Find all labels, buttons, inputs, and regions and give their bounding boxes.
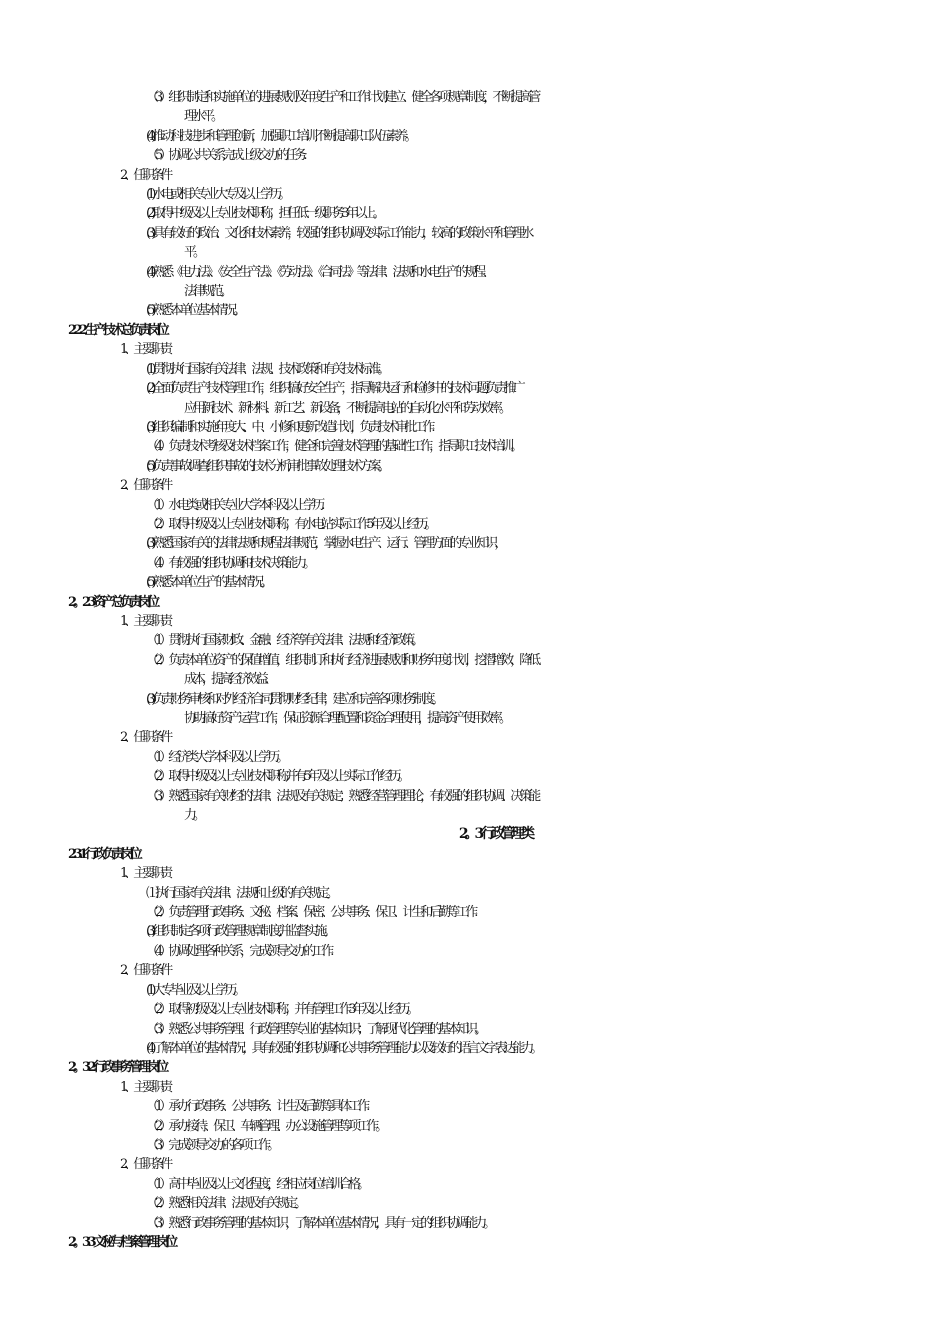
section-heading: 2。3.2 行政事务管理岗位 <box>68 1060 166 1076</box>
section-heading: 2。3.3 文秘与档案管理岗位 <box>68 1234 175 1250</box>
requirement-item: （3）熟悉公共事务管理、行政管理等专业的基本知识；了解现代化管理的基本知识。 <box>146 1021 484 1037</box>
requirement-item: （1）高中毕业及以上文化程度，经相应岗位培训合格。 <box>146 1176 367 1192</box>
duty-item: ⑴执行国家有关法律、法规和上级的有关规定。 <box>146 885 336 901</box>
requirement-item: （1）水电类或相关专业大学本科及以上学历. <box>146 497 322 513</box>
duty-item: （4）负责技术考核及技术档案工作，健全和完善技术管理的基础性工作，指导职工技术培训。 <box>146 439 520 455</box>
duty-item: (3)组织制定各项行政管理规章制度,并监督实施。 <box>146 924 333 940</box>
duty-item: (4)推动科技进步和管理创新，加强职工培训,不断提高职工队伍素养。 <box>146 128 414 144</box>
duty-item: (5)负责事故调查,组织事故的技术分析,审批事故处理技术方案。 <box>146 458 387 474</box>
requirement-item: （1）经济类大学本科及以上学历。 <box>146 749 286 765</box>
requirement-item: (2)取得中级及以上专业技术职称，担任低一级职务3年以上。 <box>146 206 382 222</box>
duty-item: (3)负责财务审核和对外经济合同,贯彻财经纪律，建立和完善各项财务制度。 <box>146 691 441 707</box>
section-heading: 2。2.3 资产总负责岗位 <box>68 594 157 610</box>
duty-item: (1)贯彻执行国家有关法律、法规、技术政策和有关技术标准。 <box>146 361 387 377</box>
requirement-item-continuation: 平。 <box>184 245 203 261</box>
document-body <box>0 88 950 1252</box>
duty-item: (2)全面负责生产技术管理工作，组织搞好安全生产，指导解决运行和检修中的技术问题;负责推广 <box>146 381 522 397</box>
requirement-item: （2）取得中级及以上专业技术职称，有水电站实际工作5年及以上经历。 <box>146 516 434 532</box>
section-heading: 2.2.2 生产技术总负责岗位 <box>68 322 166 338</box>
requirement-item: （2）取得中级及以上专业技术职称,并有5年及以上实际工作经历。 <box>146 769 407 785</box>
duties-title: 1、主要职责 <box>120 342 170 358</box>
requirement-item: (5)熟悉本单位基本情况。 <box>146 303 243 319</box>
duties-title: 1、主要职责 <box>120 866 170 882</box>
requirements-title: 2、任职条件 <box>120 730 170 746</box>
duty-item: （2）负责本单位资产的保值增值，组织制订和执行经济进展规划和财务年度计划，挖潜增效，降低 <box>146 652 538 668</box>
duty-item: (3)组织编制和实施年度大、中、小修和更新改造计划，负责技术审批工作. <box>146 419 432 435</box>
chapter-heading: 2。3 行政管理类 <box>458 826 532 843</box>
requirement-item: （2）取得初级及以上专业技术职称，并有管理工作3年及以上经历。 <box>146 1002 416 1018</box>
duty-item-continuation: 理水平。 <box>184 109 221 125</box>
duty-item: （3）组织制定和实施单位的进展规划及年度生产和工作计划,建立、健全各项规章制度，不断提高管 <box>146 90 538 105</box>
requirement-item: (4)熟悉《电力法》、《安全生产法》、《劳动法》、《合同法》等法律、法规和水电生产的规程、 <box>146 264 492 280</box>
duties-title: 1、主要职责 <box>120 613 170 629</box>
requirements-title: 2、任职条件 <box>120 1157 170 1173</box>
requirement-item-continuation: 力。 <box>184 808 203 824</box>
requirements-title: 2、任职条件 <box>120 963 170 979</box>
duty-item-continuation: 应用新技术、新材料、新工艺、新设备，不断提高电站的自动化水平和劳动效率。 <box>184 400 509 416</box>
requirement-item: (4)了解本单位的基本情况，具有较强的组织协调和公共事务管理能力以及较好的语言文字表达能力。 <box>146 1040 540 1056</box>
requirement-item: (5)熟悉本单位生产的基本情况。 <box>146 575 270 591</box>
duty-item: （1）承办行政事务、公共事务、计生及后勤等具体工作. <box>146 1099 367 1115</box>
requirements-title: 2、任职条件 <box>120 478 170 494</box>
requirement-item: (3)熟悉国家有关的法律法规和规程法律规范，掌握水电生产、运行、管理方面的专业知识， <box>146 536 504 552</box>
requirement-item: (1)大专毕业及以上学历。 <box>146 982 243 998</box>
duty-item: （4）协调处理各种关系，完成领导交办的工作. <box>146 943 331 959</box>
requirement-item: （4）有较强的组织协调和技术决策能力。 <box>146 555 313 571</box>
duty-item: （2）承办接待、保卫、车辆管理、办公设施管理等项工作。 <box>146 1118 385 1134</box>
requirement-item-continuation: 法律规范。 <box>184 284 230 300</box>
duties-title: 1、主要职责 <box>120 1079 170 1095</box>
requirement-item: （3）熟悉行政事务管理的基本知识，了解本单位基本情况，具有一定的组织协调能力。 <box>146 1215 493 1231</box>
duty-item: （1）贯彻执行国家财政、金融、经济等有关法律、法规和经济政策。 <box>146 633 421 649</box>
duty-item-continuation: 成本，提高经济效益. <box>184 672 266 688</box>
section-heading: 2.3.1 行政负责岗位 <box>68 846 139 862</box>
duty-item: （3）完成领导交办的各项工作。 <box>146 1137 277 1153</box>
duty-item: （5）协调公共关系,完成上级交办的任务. <box>146 148 304 164</box>
requirements-title: 2、任职条件 <box>120 167 170 183</box>
duty-item-continuation: 协助搞好资产运营工作，保证资源合理配置和资金合理使用，提高资产使用效率。 <box>184 711 509 726</box>
duty-item: （2）负责管理行政事务、文秘、档案、保密、公共事务、保卫、计生和后勤等工作. <box>146 905 475 921</box>
requirement-item: (3)具有较好的政治、文化和技术素养，较强的组织协调及实际工作能力，较高的政策水平和管理水 <box>146 225 531 241</box>
requirement-item: (1)水电或相关专业大专及以上学历。 <box>146 187 288 203</box>
requirement-item: （2）熟悉相关法律、法规及有关规定。 <box>146 1196 304 1212</box>
requirement-item: （3）熟悉国家有关财经的法律、法规及有关规定；熟悉经营管理理论，有较强的组织协调、决策能 <box>146 788 538 804</box>
